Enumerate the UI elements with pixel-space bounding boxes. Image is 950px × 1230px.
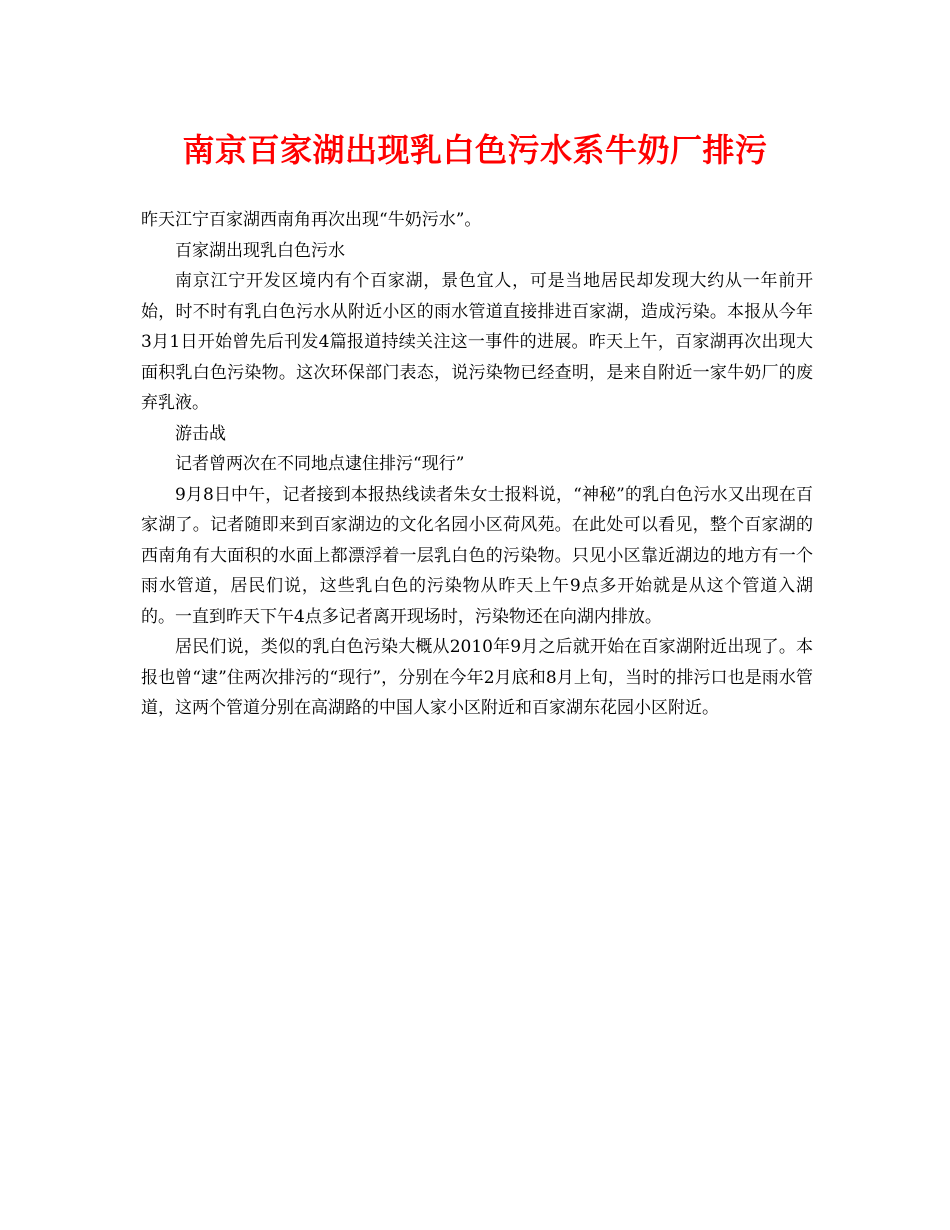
article-body — [141, 205, 813, 724]
section-heading: 游击战 — [175, 423, 226, 444]
document-title: 南京百家湖出现乳白色污水系牛奶厂排污 — [182, 131, 768, 169]
section-heading: 百家湖出现乳白色污水 — [175, 240, 345, 261]
section-subheading: 记者曾两次在不同地点逮住排污“现行” — [175, 454, 465, 474]
lead-paragraph: 昨天江宁百家湖西南角再次出现“牛奶污水”。 — [141, 210, 482, 230]
body-paragraph: 居民们说，类似的乳白色污染大概从2010年9月之后就开始在百家湖附近出现了。本报也曾“逮”住两次排污的“现行”，分别在今年2月底和8月上旬，当时的排污口也是雨水管道，这两个管道分别在高湖路的中国人家小区附近和百家湖东花园小区附近。 — [141, 637, 813, 718]
body-paragraph: 南京江宁开发区境内有个百家湖，景色宜人，可是当地居民却发现大约从一年前开始，时不时有乳白色污水从附近小区的雨水管道直接排进百家湖，造成污染。本报从今年3月1日开始曾先后刊发4篇报道持续关注这一事件的进展。昨天上午，百家湖再次出现大面积乳白色污染物。这次环保部门表态，说污染物已经查明，是来自附近一家牛奶厂的废弃乳液。 — [141, 271, 813, 413]
body-paragraph: 9月8日中午，记者接到本报热线读者朱女士报料说，“神秘”的乳白色污水又出现在百家湖了。记者随即来到百家湖边的文化名园小区荷风苑。在此处可以看见，整个百家湖的西南角有大面积的水面上都漂浮着一层乳白色的污染物。只见小区靠近湖边的地方有一个雨水管道，居民们说，这些乳白色的污染物从昨天上午9点多开始就是从这个管道入湖的。一直到昨天下午4点多记者离开现场时，污染物还在向湖内排放。 — [141, 484, 813, 627]
